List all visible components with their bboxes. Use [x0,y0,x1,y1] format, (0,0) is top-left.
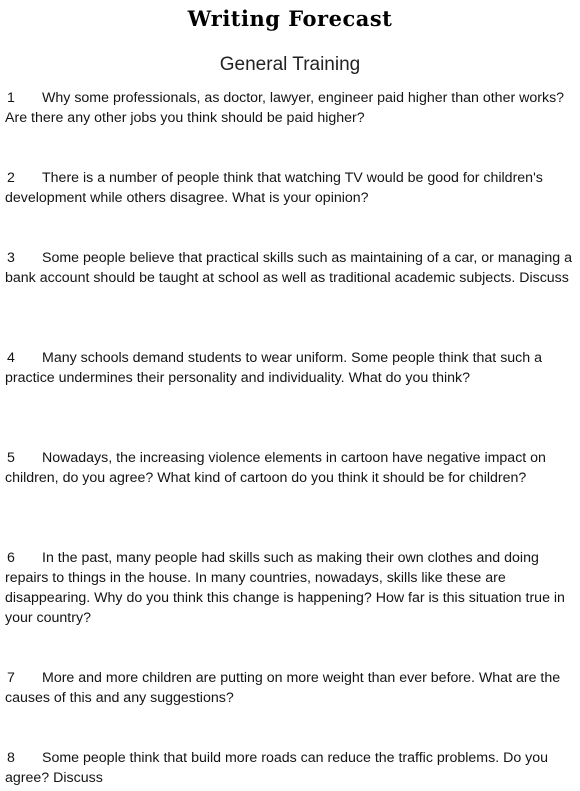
question-number: 4 [7,350,15,366]
question-item [5,668,577,708]
question-number: 5 [7,450,15,466]
question-text: Nowadays, the increasing violence elements in cartoon have negative impact on children, do you agree? What kind of cartoon do you think it should be for children? [5,450,546,486]
question-text: In the past, many people had skills such as making their own clothes and doing repairs to things in the house. In many countries, nowadays, skills like these are disappearing. Why do you think this change is happening? How far is this situation true in your country? [5,550,565,626]
question-text: Some people think that build more roads can reduce the traffic problems. Do you agree? Discuss [5,750,549,786]
question-item [5,248,577,288]
document-title: Writing Forecast [187,6,393,31]
question-text: Why some professionals, as doctor, lawyer, engineer paid higher than other works? Are there any other jobs you think should be paid higher? [5,90,565,126]
question-item [5,748,577,788]
question-item [5,168,577,208]
question-number: 8 [7,750,15,766]
question-number: 6 [7,550,15,566]
question-number: 2 [7,170,15,186]
question-text: Many schools demand students to wear uniform. Some people think that such a practice undermines their personality and individuality. What do you think? [5,350,542,386]
question-number: 1 [7,90,15,106]
question-number: 7 [7,670,15,686]
question-text: There is a number of people think that watching TV would be good for children's development while others disagree. What is your opinion? [5,170,543,206]
question-item [5,548,577,628]
question-text: Some people believe that practical skills such as maintaining of a car, or managing a bank account should be taught at school as well as traditional academic subjects. Discuss [5,250,572,286]
question-item [5,448,577,488]
question-number: 3 [7,250,15,266]
question-text: More and more children are putting on more weight than ever before. What are the causes of this and any suggestions? [5,670,561,706]
document-subtitle: General Training [219,54,361,75]
question-item [5,88,577,128]
question-item [5,348,577,388]
